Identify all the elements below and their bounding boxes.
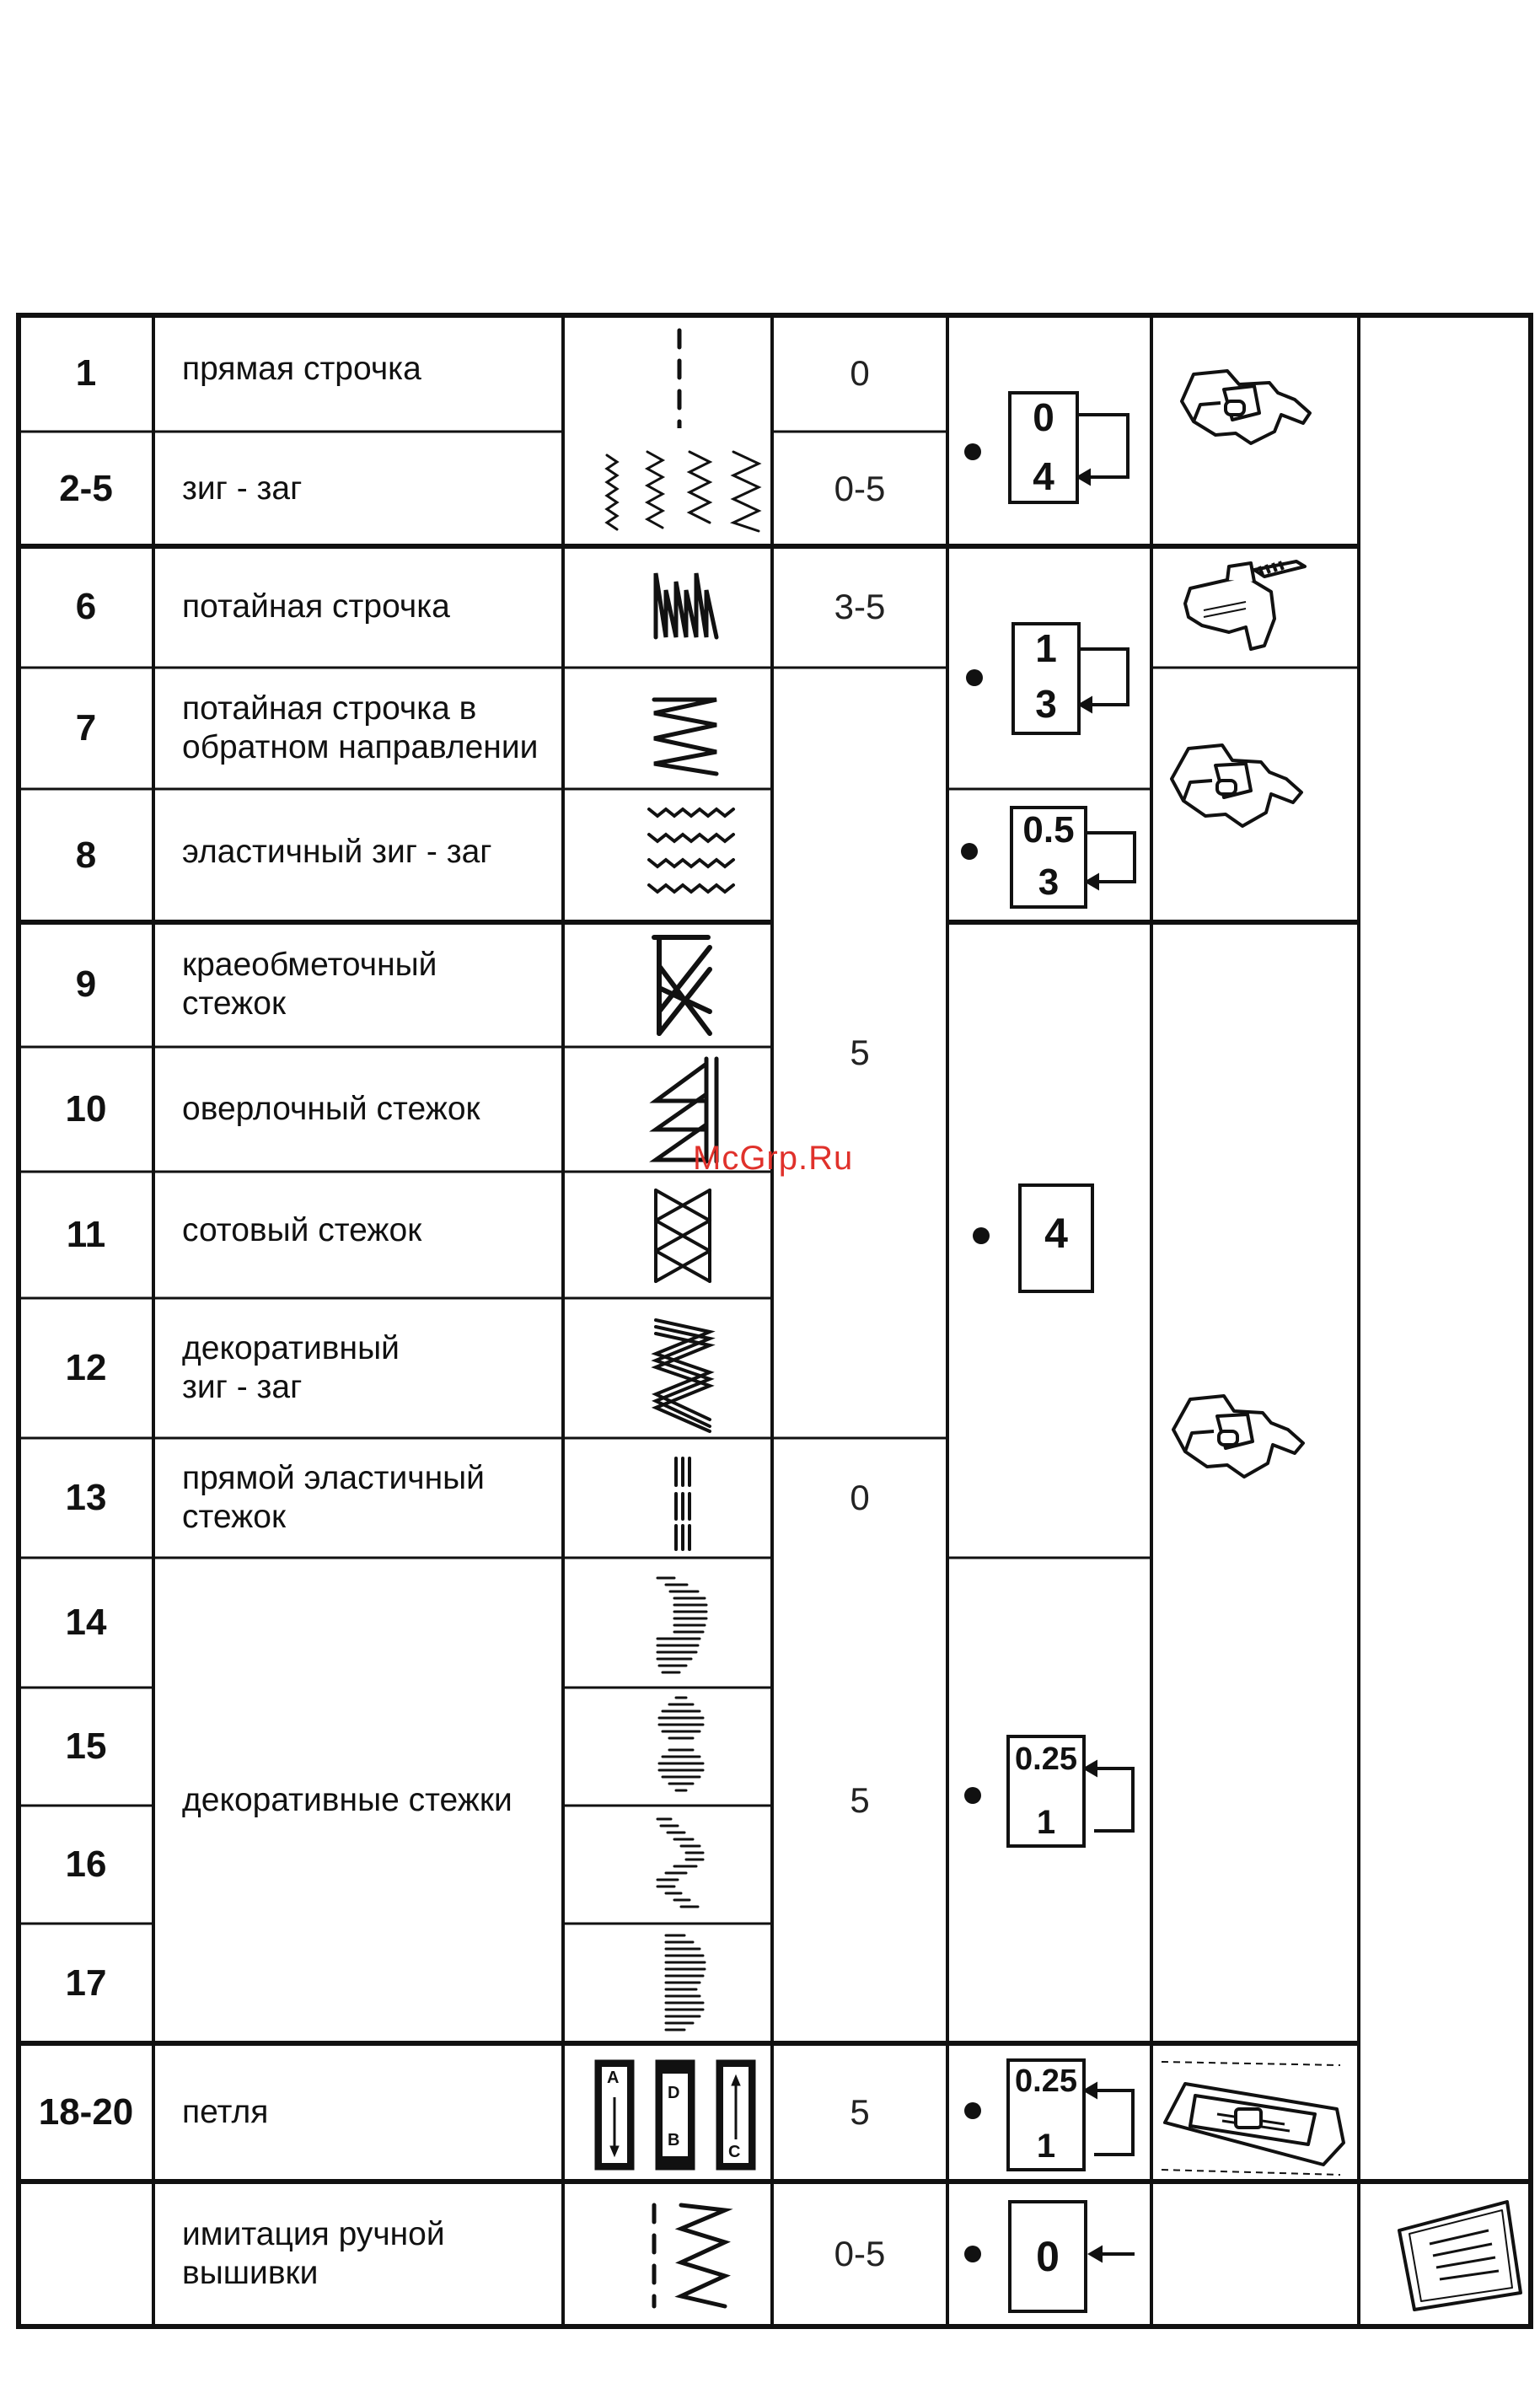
stitch-number: 8 <box>75 835 97 876</box>
stitch-name: потайная строчка в обратном направлении <box>182 690 539 765</box>
stitch-number: 6 <box>75 586 97 627</box>
stitch-number: 17 <box>65 1962 107 2004</box>
stitch-number: 12 <box>65 1347 107 1388</box>
length-value-top: 0.5 <box>1022 809 1075 851</box>
stitch-name: краеобметочный стежок <box>182 947 437 1022</box>
stitch-name: имитация ручной вышивки <box>182 2216 445 2291</box>
stitch-number: 10 <box>65 1088 107 1130</box>
stitch-name: декоративные стежки <box>182 1782 512 1818</box>
stitch-name: сотовый стежок <box>182 1212 422 1248</box>
stitch-name: потайная строчка <box>182 588 450 625</box>
length-value-top: 1 <box>1035 626 1057 670</box>
length-value-top: 0.25 <box>1015 2064 1077 2099</box>
stitch-name: декоративный зиг - заг <box>182 1330 400 1405</box>
length-value-bottom: 1 <box>1036 2128 1056 2165</box>
buttonhole-letter-b: B <box>668 2131 680 2149</box>
stitch-name: петля <box>182 2094 269 2130</box>
stitch-number: 11 <box>66 1214 106 1255</box>
stitch-number: 15 <box>65 1725 107 1767</box>
length-value: 0 <box>1036 2233 1060 2280</box>
stitch-name: оверлочный стежок <box>182 1091 480 1127</box>
length-value: 4 <box>1044 1210 1068 1257</box>
length-value-top: 0.25 <box>1015 1742 1077 1777</box>
stitch-number: 18-20 <box>38 2091 134 2133</box>
stitch-number: 13 <box>65 1477 107 1518</box>
standard-presser-foot-icon <box>1172 745 1301 826</box>
watermark: McGrp.Ru <box>693 1140 854 1177</box>
stitch-width: 5 <box>850 1033 870 1072</box>
stitch-width: 0-5 <box>834 2234 886 2273</box>
standard-presser-foot-icon <box>1182 371 1310 443</box>
stitch-width: 3-5 <box>834 587 886 626</box>
stitch-name: прямой эластичный стежок <box>182 1460 485 1535</box>
length-value-bottom: 4 <box>1033 454 1054 498</box>
stitch-name: зиг - заг <box>182 470 303 507</box>
stitch-width: 5 <box>850 1780 870 1820</box>
stitch-number: 9 <box>75 963 97 1005</box>
stitch-width: 0-5 <box>834 469 886 508</box>
stitch-name: эластичный зиг - заг <box>182 834 492 870</box>
stitch-number: 16 <box>65 1844 107 1885</box>
length-value-bottom: 3 <box>1038 861 1060 903</box>
buttonhole-letter-c: C <box>728 2143 741 2161</box>
standard-presser-foot-icon <box>1173 1396 1303 1477</box>
stitch-number: 14 <box>65 1602 107 1643</box>
buttonhole-foot-icon <box>1162 2062 1344 2175</box>
buttonhole-letter-d: D <box>668 2084 680 2102</box>
darning-plate-icon <box>1399 2202 1521 2310</box>
length-value-bottom: 3 <box>1035 682 1057 726</box>
stitch-width: 0 <box>850 353 870 393</box>
stitch-name: прямая строчка <box>182 351 421 387</box>
stitch-width: 0 <box>850 1478 870 1517</box>
stitch-number: 7 <box>75 707 97 749</box>
stitch-number: 1 <box>75 352 97 394</box>
blind-hem-foot-icon <box>1185 561 1305 649</box>
length-value-top: 0 <box>1033 395 1054 439</box>
length-value-bottom: 1 <box>1036 1804 1056 1841</box>
stitch-width: 5 <box>850 2092 870 2132</box>
buttonhole-letter-a: A <box>607 2069 620 2087</box>
stitch-number: 2-5 <box>59 468 113 509</box>
